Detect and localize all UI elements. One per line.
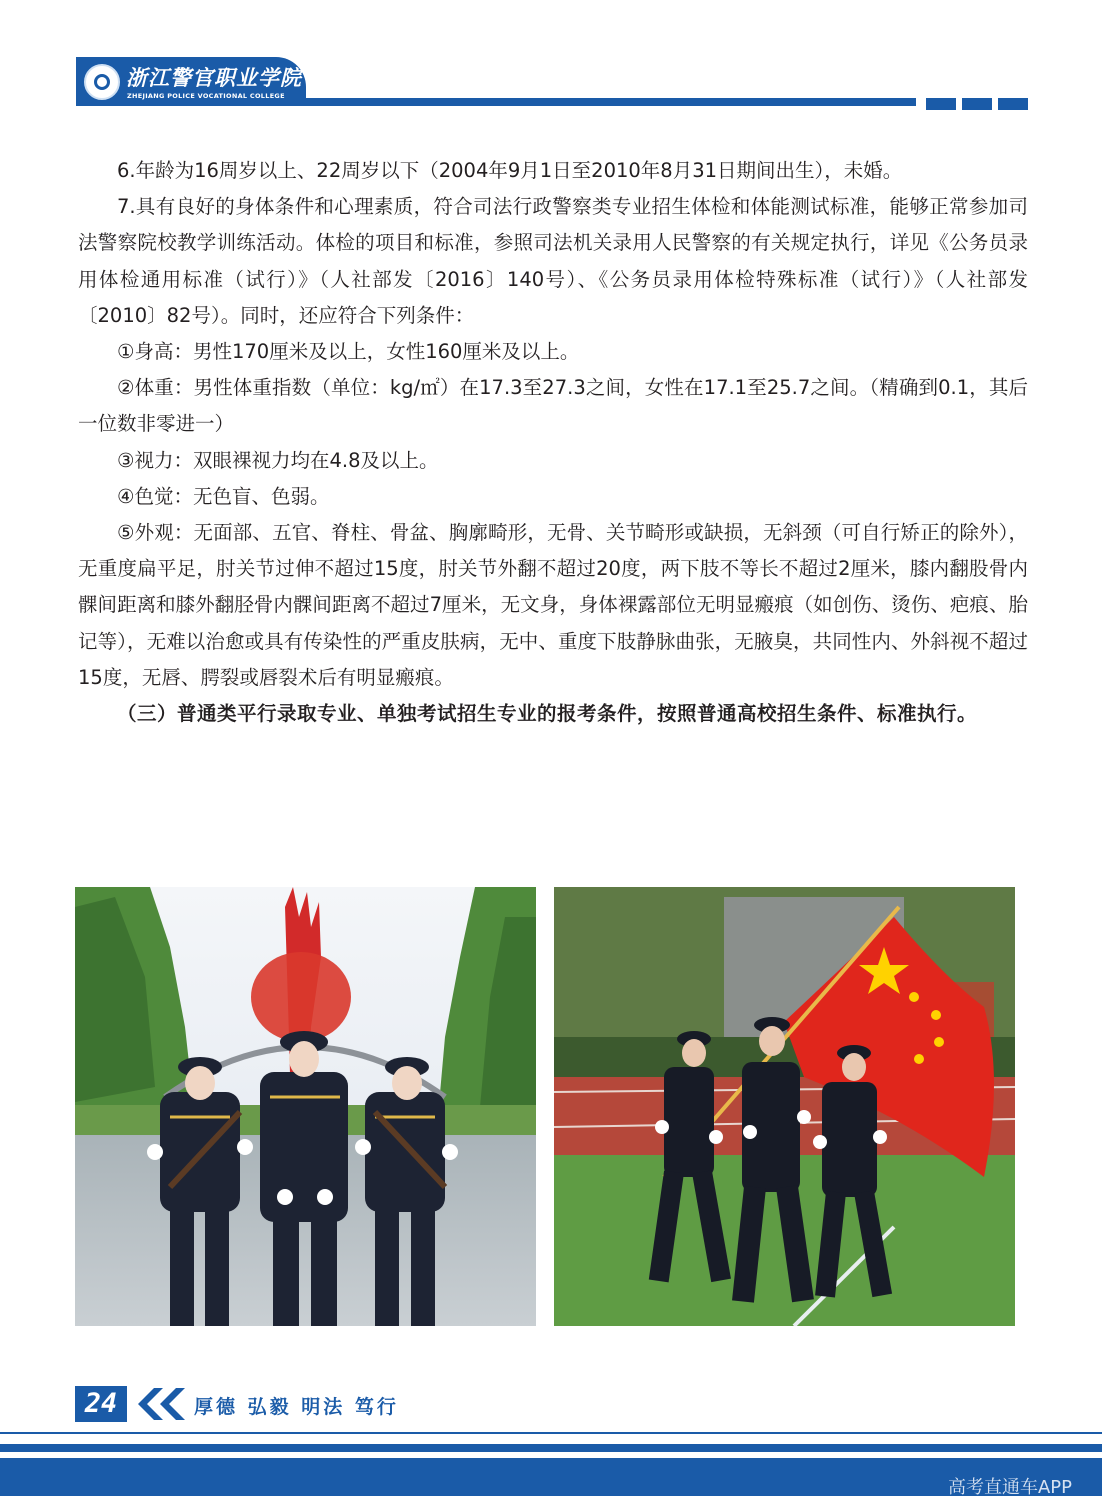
paragraph-appearance: ⑤外观：无面部、五官、脊柱、骨盆、胸廓畸形，无骨、关节畸形或缺损，无斜颈（可自行矫正的除外），无重度扁平足，肘关节过伸不超过15度，肘关节外翻不超过20度，两下肢不等长不超过2厘米，膝内翻股骨内髁间距离和膝外翻胫骨内髁间距离不超过7厘米，无文身，身体裸露部位无明显瘢痕（如创伤、烫伤、疤痕、胎记等），无难以治愈或具有传染性的严重皮肤病，无中、重度下肢静脉曲张，无腋臭，共同性内、外斜视不超过15度，无唇、腭裂或唇裂术后有明显瘢痕。 xyxy=(78,521,1028,689)
school-name-cn: 浙江警官职业学院 xyxy=(126,65,302,90)
paragraph-weight: ②体重：男性体重指数（单位：kg/㎡）在17.3至27.3之间，女性在17.1至25.7之间。（精确到0.1，其后一位数非零进一） xyxy=(78,376,1028,436)
paragraph-color-vision: ④色觉：无色盲、色弱。 xyxy=(117,484,330,508)
footer-rule-thin xyxy=(0,1432,1102,1434)
paragraph-general-admission: （三）普通类平行录取专业、单独考试招生专业的报考条件，按照普通高校招生条件、标准执行。 xyxy=(117,702,978,726)
page-number: 24 xyxy=(84,1388,118,1419)
school-motto: 厚德 弘毅 明法 笃行 xyxy=(194,1396,399,1418)
paragraph-vision: ③视力：双眼裸视力均在4.8及以上。 xyxy=(117,448,439,472)
photo-flag-guard-park xyxy=(75,887,536,1326)
paragraph-physical-conditions: 7.具有良好的身体条件和心理素质，符合司法行政警察类专业招生体检和体能测试标准，能够正常参加司法警察院校教学训练活动。体检的项目和标准，参照司法机关录用人民警察的有关规定执行，详见《公务员录用体检通用标准（试行）》（人社部发〔2016〕140号）、《公务员录用体检特殊标准（试行）》（人社部发〔2010〕82号）。同时，还应符合下列条件： xyxy=(78,195,1028,327)
paragraph-height: ①身高：男性170厘米及以上，女性160厘米及以上。 xyxy=(117,340,580,364)
school-name-en: ZHEJIANG POLICE VOCATIONAL COLLEGE xyxy=(127,92,285,100)
header-square xyxy=(926,98,956,110)
footer-rule-thick xyxy=(0,1444,1102,1452)
watermark-text: 高考直通车APP xyxy=(947,1477,1072,1498)
photo-flag-guard-marching xyxy=(554,887,1015,1326)
school-emblem-icon xyxy=(84,64,120,100)
header-square xyxy=(962,98,992,110)
main-content xyxy=(78,153,1028,732)
double-chevron-left-icon xyxy=(130,1386,190,1422)
paragraph-age: 6.年龄为16周岁以上、22周岁以下（2004年9月1日至2010年8月31日期间出生），未婚。 xyxy=(117,159,903,182)
page-header xyxy=(0,0,1102,120)
header-square xyxy=(998,98,1028,110)
page-number-box xyxy=(75,1386,127,1422)
footer-band xyxy=(0,1458,1102,1496)
